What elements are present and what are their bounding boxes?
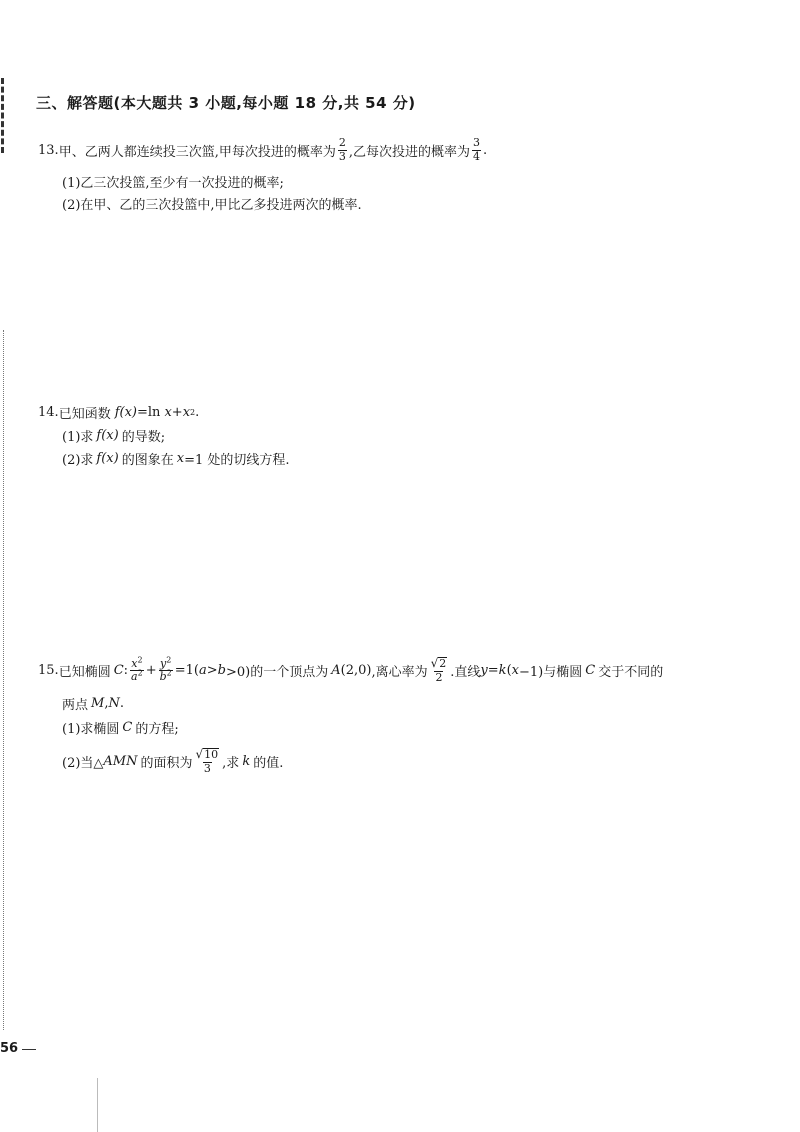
q14-part2-fx: f(x)	[96, 451, 119, 466]
q13-fraction-jia	[338, 137, 347, 163]
q15-b-var: b	[159, 670, 167, 684]
q15-part2-text-c: ,求	[222, 756, 240, 772]
q15-x-var: x	[131, 656, 138, 670]
q15-point-a: A	[331, 663, 341, 679]
q15-point-m: M	[91, 696, 105, 711]
q14-var-x2: x	[182, 405, 191, 420]
q13-number: 13.	[38, 142, 59, 158]
page-number: 56	[0, 1041, 19, 1056]
q15-y-var: y	[160, 656, 167, 670]
q14-part1-fx: f(x)	[96, 428, 119, 443]
q15-cond-b: >	[206, 663, 218, 679]
q14-var-x: x	[164, 405, 172, 420]
q15-cond-a-var: a	[199, 663, 207, 679]
sqrt-icon: √	[430, 656, 439, 670]
q14-number: 14.	[38, 405, 59, 420]
q15-text-ecc: ,离心率为	[371, 665, 428, 681]
q15-cond-b-var: b	[217, 663, 226, 679]
q13-fraction-yi-den: 4	[472, 149, 480, 163]
q14-stem: 14. 已知函数 f(x) =ln x + x 2 .	[38, 405, 200, 422]
q15-part1-text-a: (1)求椭圆	[62, 722, 120, 737]
q15-point-coord: (2,0)	[340, 663, 372, 679]
q14-part2-text-a: (2)求	[62, 453, 94, 468]
q14-text-a: 已知函数	[58, 407, 111, 422]
q15-number: 15.	[38, 663, 59, 679]
q15-ecc-radicand: 2	[439, 657, 447, 670]
q15-plus: +	[145, 663, 157, 679]
binding-line	[3, 330, 4, 1030]
q15-text-line: .直线	[450, 665, 481, 681]
q15-line-k: k	[498, 663, 507, 679]
q14-text-b: =ln	[137, 405, 161, 420]
q15-cond-a: =1(	[174, 663, 199, 679]
q15-x-exp: 2	[137, 654, 143, 664]
q15-text-cont: 两点	[62, 698, 89, 713]
q13-text-c: .	[482, 142, 488, 158]
q15-a-var: a	[131, 670, 138, 684]
q15-area-den: 3	[203, 761, 211, 775]
q15-stem-continued	[62, 694, 124, 713]
q15-period: .	[119, 696, 124, 711]
q13-part2: (2)在甲、乙的三次投篮中,甲比乙多投进两次的概率.	[62, 198, 362, 213]
q14-part2-text-b: 的图象在	[121, 453, 174, 468]
bottom-rule	[97, 1078, 98, 1132]
q15-text-end: 交于不同的	[598, 665, 664, 681]
q15-stem	[38, 654, 664, 684]
q15-line-end: −1)与椭圆	[518, 665, 583, 681]
q14-part2-text-c: =1 处的切线方程.	[184, 453, 290, 468]
q15-part2	[62, 748, 283, 775]
q15-y-exp: 2	[166, 654, 172, 664]
q15-ellipse-name-2: C	[585, 663, 596, 679]
section-title: 三、解答题(本大题共 3 小题,每小题 18 分,共 54 分)	[36, 94, 416, 112]
q15-fraction-x2-a2	[130, 654, 144, 684]
q15-ecc-den: 2	[435, 670, 443, 684]
q15-point-n: N	[108, 696, 120, 711]
q15-line-paren: (	[506, 663, 512, 679]
q13-part1: (1)乙三次投篮,至少有一次投进的概率;	[62, 176, 284, 191]
q15-line-x: x	[511, 663, 519, 679]
sqrt-icon: √	[195, 747, 204, 761]
q15-part2-text-a: (2)当△	[62, 756, 104, 772]
q13-stem	[38, 137, 487, 163]
binding-marks-top	[1, 78, 4, 153]
q15-a-exp: 2	[137, 668, 143, 678]
q13-fraction-yi	[472, 137, 481, 163]
q14-fx: f(x)	[114, 405, 137, 420]
q15-area-radicand: 10	[204, 748, 219, 761]
q14-part1-text-b: 的导数;	[121, 430, 166, 445]
q14-part1-text-a: (1)求	[62, 430, 94, 445]
q15-part2-text-d: 的值.	[253, 756, 284, 772]
q13-text-b: ,乙每次投进的概率为	[348, 144, 470, 160]
q15-fraction-eccentricity	[430, 657, 449, 684]
q13-fraction-jia-den: 3	[338, 149, 346, 163]
q13-text-a: 甲、乙两人都连续投三次篮,甲每次投进的概率为	[58, 144, 336, 160]
q15-ellipse-name: C	[113, 663, 124, 679]
q15-part1-text-b: 的方程;	[135, 722, 179, 737]
q14-part1	[62, 426, 165, 445]
q15-part2-amn: AMN	[103, 754, 138, 770]
q14-text-d: .	[195, 405, 200, 420]
q15-part2-text-b: 的面积为	[140, 756, 193, 772]
q15-text-a: 已知椭圆	[58, 665, 111, 681]
q15-line-eq: =	[487, 663, 499, 679]
q14-part2	[62, 449, 290, 468]
q15-part2-k: k	[242, 754, 251, 770]
q14-part2-x: x	[176, 451, 185, 466]
q15-comma: ,	[104, 696, 109, 711]
q15-part1-c: C	[122, 720, 133, 735]
q15-cond-c: >0)的一个顶点为	[226, 665, 329, 681]
page-number-dash	[22, 1049, 36, 1050]
q15-colon: :	[123, 663, 129, 679]
q13-fraction-yi-num: 3	[472, 136, 480, 149]
q15-fraction-y2-b2	[159, 654, 173, 684]
q14-text-c: +	[171, 405, 183, 420]
q15-line-y: y	[480, 663, 488, 679]
q15-b-exp: 2	[166, 668, 172, 678]
q15-fraction-area	[195, 748, 221, 775]
q13-fraction-jia-num: 2	[338, 136, 346, 149]
q15-part1	[62, 718, 179, 737]
